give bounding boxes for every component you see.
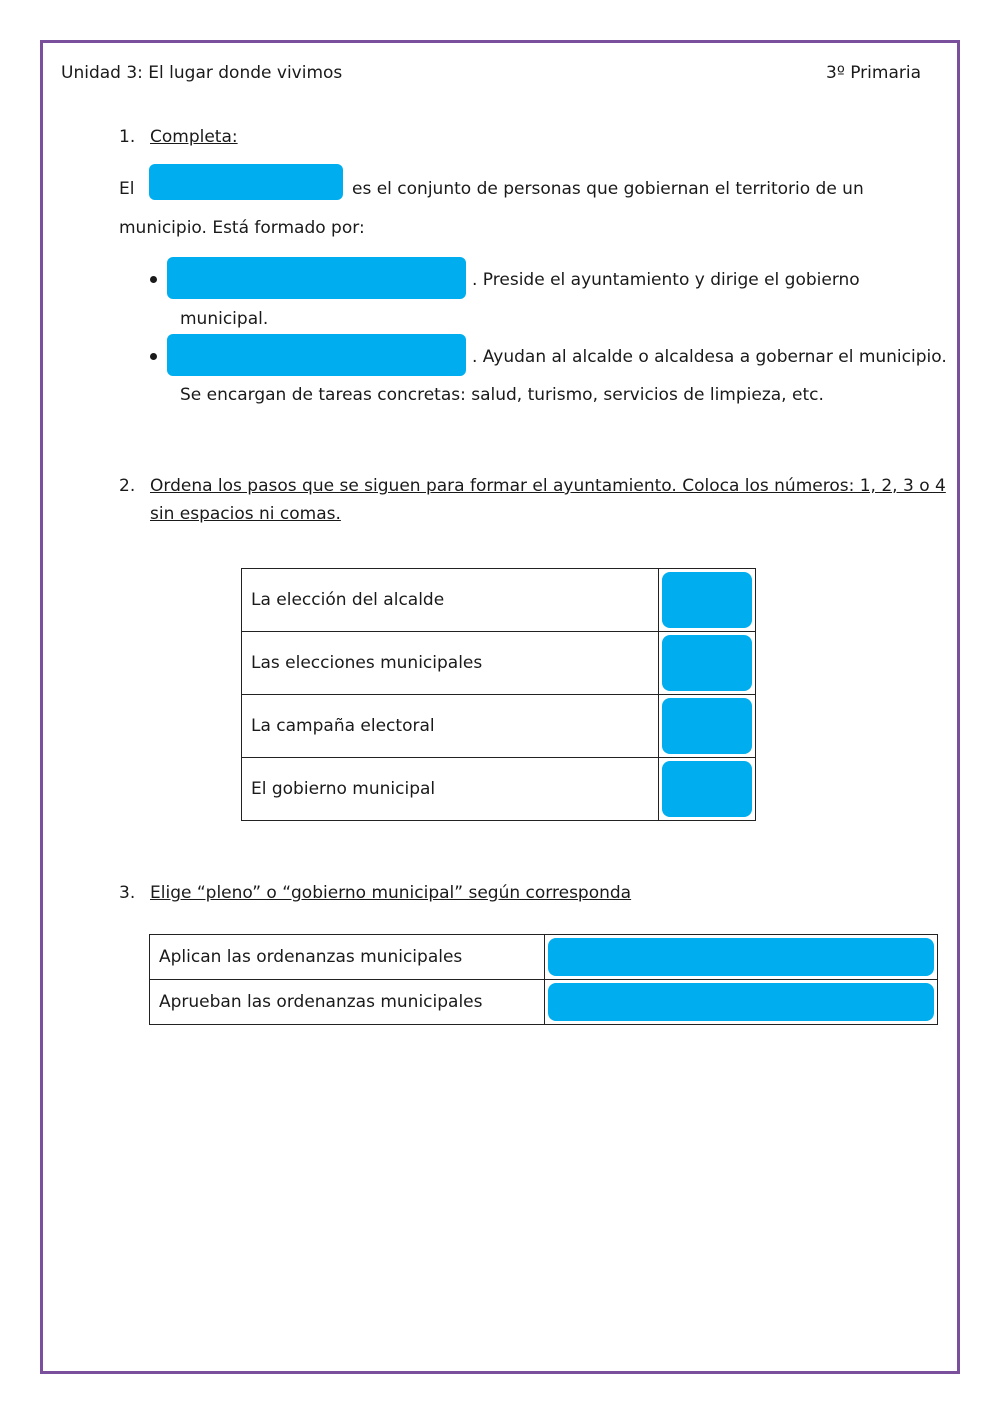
bullet1-continuation: municipal. <box>180 309 269 329</box>
concejales-answer-field[interactable] <box>167 334 466 376</box>
bullet2-continuation: Se encargan de tareas concretas: salud, turismo, servicios de limpieza, etc. <box>180 385 824 405</box>
unit-title: Unidad 3: El lugar donde vivimos <box>61 63 343 83</box>
q2-title-line2: sin espacios ni comas. <box>150 504 341 524</box>
step-number-input[interactable] <box>662 698 752 754</box>
table-row <box>242 569 756 632</box>
step-number-cell <box>659 695 756 758</box>
organ-answer-input[interactable] <box>548 983 934 1021</box>
answer-cell <box>545 935 938 980</box>
order-table <box>241 568 756 821</box>
q2-title-line1: Ordena los pasos que se siguen para formar el ayuntamiento. Coloca los números: 1, 2, 3 o 4 <box>150 476 946 496</box>
q3-title: Elige “pleno” o “gobierno municipal” según corresponda <box>150 883 632 903</box>
table-row <box>150 935 938 980</box>
step-number-input[interactable] <box>662 635 752 691</box>
step-label: La campaña electoral <box>242 695 659 758</box>
alcalde-answer-field[interactable] <box>167 257 466 299</box>
match-table <box>149 934 938 1025</box>
statement-label: Aplican las ordenanzas municipales <box>150 935 545 980</box>
statement-label: Aprueban las ordenanzas municipales <box>150 980 545 1025</box>
bullet-dot <box>150 353 157 360</box>
bullet-dot <box>150 276 157 283</box>
q1-line1-end: es el conjunto de personas que gobiernan el territorio de un <box>352 179 864 199</box>
ayuntamiento-answer-field[interactable] <box>149 164 343 200</box>
grade-label: 3º Primaria <box>826 63 922 83</box>
step-label: Las elecciones municipales <box>242 632 659 695</box>
organ-answer-input[interactable] <box>548 938 934 976</box>
bullet2-text: . Ayudan al alcalde o alcaldesa a gobernar el municipio. <box>472 347 947 367</box>
q1-title: Completa: <box>150 127 238 147</box>
table-row <box>242 758 756 821</box>
answer-cell <box>545 980 938 1025</box>
step-number-input[interactable] <box>662 761 752 817</box>
table-row <box>150 980 938 1025</box>
step-number-cell <box>659 632 756 695</box>
q1-number: 1. <box>119 127 136 147</box>
bullet1-text: . Preside el ayuntamiento y dirige el gobierno <box>472 270 860 290</box>
step-number-input[interactable] <box>662 572 752 628</box>
step-label: La elección del alcalde <box>242 569 659 632</box>
step-number-cell <box>659 758 756 821</box>
q1-line2: municipio. Está formado por: <box>119 218 365 238</box>
table-row <box>242 695 756 758</box>
step-label: El gobierno municipal <box>242 758 659 821</box>
q1-line1-start: El <box>119 179 135 199</box>
step-number-cell <box>659 569 756 632</box>
q3-number: 3. <box>119 883 136 903</box>
table-row <box>242 632 756 695</box>
q2-number: 2. <box>119 476 136 496</box>
